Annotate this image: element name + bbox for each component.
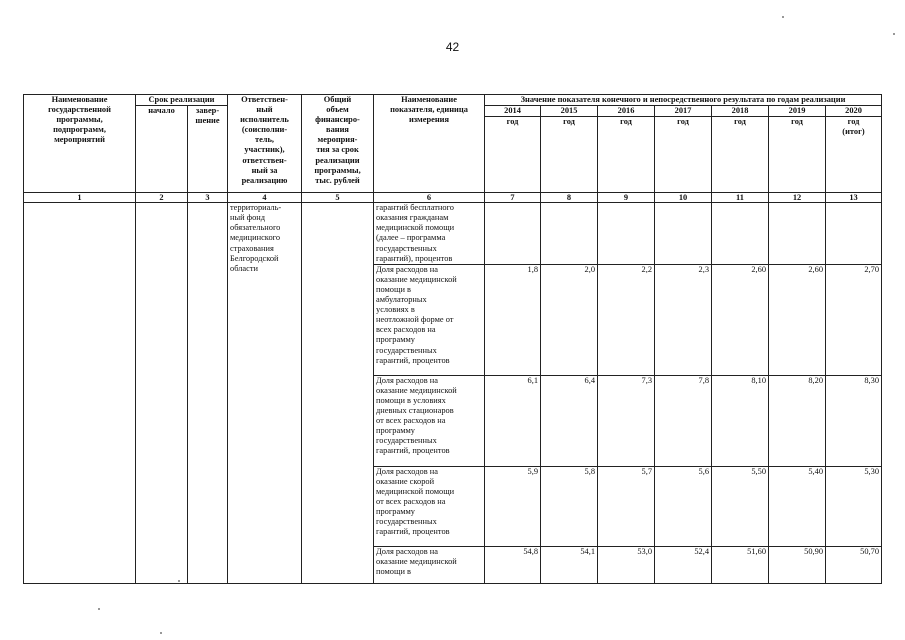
value-cell: 50,90	[769, 546, 826, 583]
column-number: 10	[655, 193, 712, 203]
end-cell	[188, 203, 228, 584]
value-cell: 6,1	[485, 375, 541, 466]
column-number: 8	[541, 193, 598, 203]
scan-speck	[782, 16, 784, 18]
start-cell	[136, 203, 188, 584]
indicator-name: гарантий бесплатного оказания гражданам медицинской помощи (далее – программа государственных гарантий), процентов	[374, 203, 485, 265]
value-cell: 5,9	[485, 466, 541, 546]
header-year: 2018	[712, 106, 769, 117]
program-cell	[24, 203, 136, 584]
table-header-row-1	[24, 95, 882, 106]
scan-speck	[893, 33, 895, 35]
header-year: 2019	[769, 106, 826, 117]
header-year-unit: год	[541, 117, 598, 193]
indicator-name: Доля расходов на оказание медицинской помощи в амбулаторных условиях в неотложной форме от всех расходов на программу государственных гарантий, процентов	[374, 264, 485, 375]
value-cell: 8,20	[769, 375, 826, 466]
header-year-unit: год	[769, 117, 826, 193]
value-cell	[769, 203, 826, 265]
header-year: 2017	[655, 106, 712, 117]
column-number: 13	[826, 193, 882, 203]
value-cell: 53,0	[598, 546, 655, 583]
value-cell: 2,60	[769, 264, 826, 375]
header-program-name: Наименование государственной программы, подпрограмм, мероприятий	[24, 95, 136, 193]
value-cell: 2,2	[598, 264, 655, 375]
indicator-name: Доля расходов на оказание медицинской помощи в	[374, 546, 485, 583]
value-cell: 5,50	[712, 466, 769, 546]
header-indicator-name: Наименование показателя, единица измерения	[374, 95, 485, 193]
value-cell: 5,30	[826, 466, 882, 546]
value-cell: 54,1	[541, 546, 598, 583]
indicator-name: Доля расходов на оказание медицинской помощи в условиях дневных стационаров от всех расходов на программу государственных гарантий, процентов	[374, 375, 485, 466]
value-cell: 1,8	[485, 264, 541, 375]
header-executor: Ответствен- ный исполнитель (соисполни- тель, участник), ответствен- ный за реализацию	[228, 95, 302, 193]
value-cell: 2,0	[541, 264, 598, 375]
column-number: 6	[374, 193, 485, 203]
header-year-unit: год	[598, 117, 655, 193]
value-cell	[826, 203, 882, 265]
header-start: начало	[136, 106, 188, 193]
value-cell: 8,10	[712, 375, 769, 466]
value-cell: 2,70	[826, 264, 882, 375]
value-cell: 5,8	[541, 466, 598, 546]
column-number: 5	[302, 193, 374, 203]
value-cell: 50,70	[826, 546, 882, 583]
value-cell: 54,8	[485, 546, 541, 583]
scan-speck	[178, 580, 180, 582]
value-cell: 2,60	[712, 264, 769, 375]
value-cell	[655, 203, 712, 265]
scan-speck	[98, 608, 100, 610]
column-number: 7	[485, 193, 541, 203]
header-year-unit: год (итог)	[826, 117, 882, 193]
column-numbers-row	[24, 193, 882, 203]
column-number: 4	[228, 193, 302, 203]
value-cell: 5,40	[769, 466, 826, 546]
header-year-unit: год	[712, 117, 769, 193]
header-period: Срок реализации	[136, 95, 228, 106]
value-cell	[541, 203, 598, 265]
value-cell: 6,4	[541, 375, 598, 466]
value-cell: 5,7	[598, 466, 655, 546]
page-number: 42	[445, 40, 460, 54]
executor-cell: территориаль- ный фонд обязательного медицинского страхования Белгородской области	[228, 203, 302, 584]
value-cell	[485, 203, 541, 265]
column-number: 1	[24, 193, 136, 203]
value-cell: 7,3	[598, 375, 655, 466]
value-cell: 52,4	[655, 546, 712, 583]
funding-cell	[302, 203, 374, 584]
column-number: 11	[712, 193, 769, 203]
header-year: 2016	[598, 106, 655, 117]
header-end: завер- шение	[188, 106, 228, 193]
header-year: 2014	[485, 106, 541, 117]
header-year-unit: год	[655, 117, 712, 193]
column-number: 12	[769, 193, 826, 203]
column-number: 3	[188, 193, 228, 203]
value-cell	[598, 203, 655, 265]
column-number: 2	[136, 193, 188, 203]
header-year: 2015	[541, 106, 598, 117]
header-funding: Общий объем финансиро- вания мероприя- тия за срок реализации программы, тыс. рублей	[302, 95, 374, 193]
scan-speck	[160, 632, 162, 634]
indicator-name: Доля расходов на оказание скорой медицинской помощи от всех расходов на программу государственных гарантий, процентов	[374, 466, 485, 546]
value-cell: 2,3	[655, 264, 712, 375]
value-cell: 7,8	[655, 375, 712, 466]
value-cell: 8,30	[826, 375, 882, 466]
indicators-table	[23, 94, 882, 584]
value-cell: 5,6	[655, 466, 712, 546]
header-values-title: Значение показателя конечного и непосредственного результата по годам реализации	[485, 95, 882, 106]
header-year: 2020	[826, 106, 882, 117]
table-row	[24, 203, 882, 265]
header-year-unit: год	[485, 117, 541, 193]
value-cell	[712, 203, 769, 265]
value-cell: 51,60	[712, 546, 769, 583]
column-number: 9	[598, 193, 655, 203]
